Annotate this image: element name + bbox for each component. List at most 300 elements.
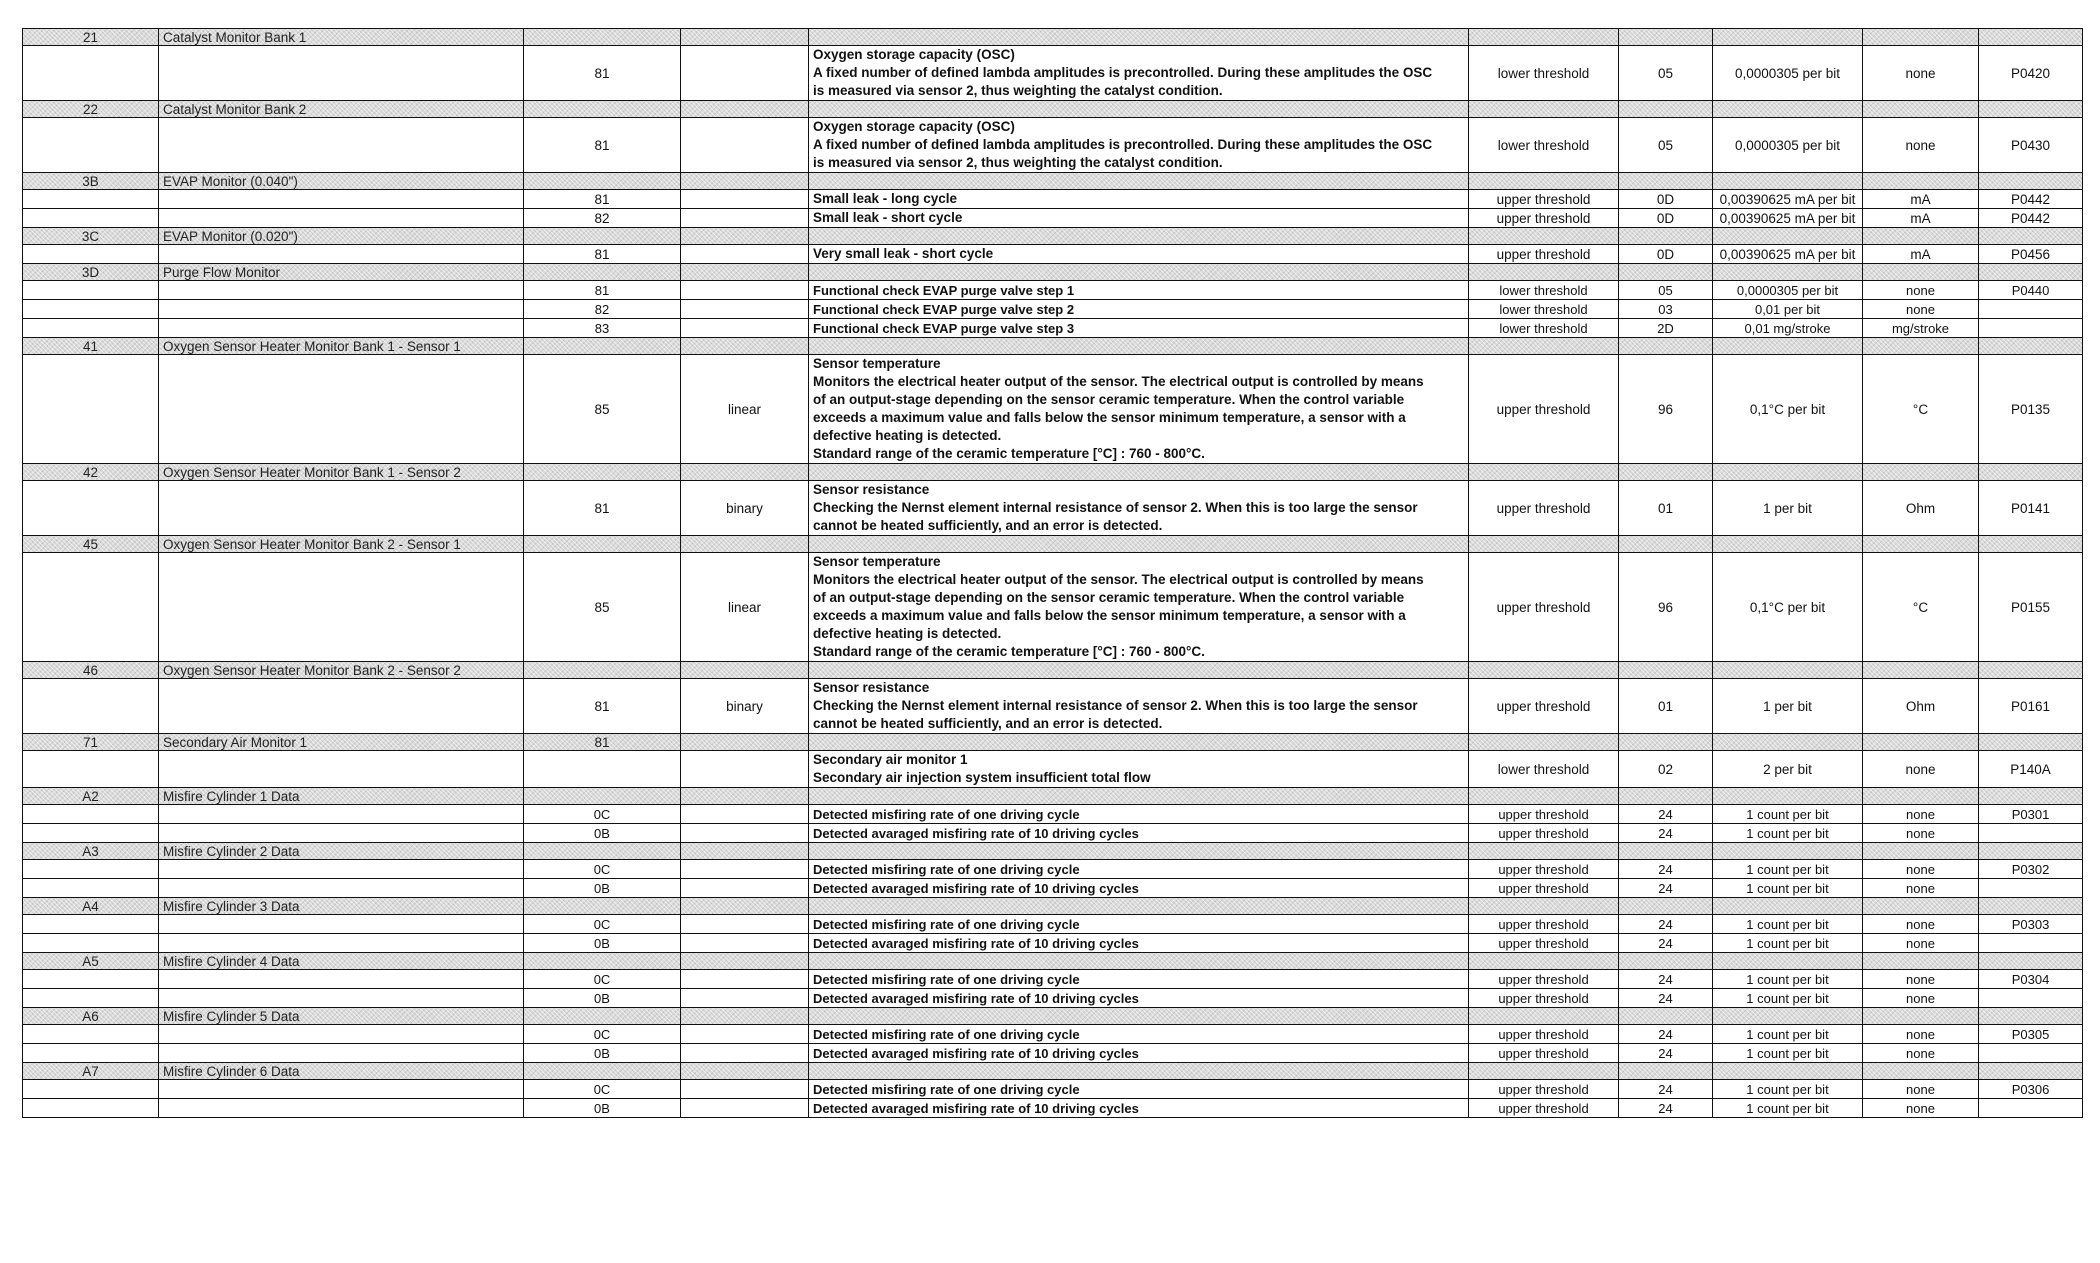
unit-conversion-cell <box>681 915 809 934</box>
mid-cell: 0C <box>524 860 681 879</box>
uasid-cell: 01 <box>1619 481 1713 536</box>
uasid-cell: 03 <box>1619 300 1713 319</box>
scaling-cell: 1 per bit <box>1713 679 1863 734</box>
table-row <box>23 281 2083 300</box>
description-cell <box>809 300 1469 319</box>
empty-cell <box>681 228 809 245</box>
scaling-cell: 0,1°C per bit <box>1713 553 1863 662</box>
empty-cell <box>23 553 159 662</box>
table-row <box>23 300 2083 319</box>
empty-cell <box>809 734 1469 751</box>
empty-cell <box>159 879 524 898</box>
empty-cell <box>809 338 1469 355</box>
empty-cell <box>159 190 524 209</box>
unit-cell: none <box>1863 1080 1979 1099</box>
empty-cell <box>1619 536 1713 553</box>
description-title: Detected misfiring rate of one driving cycle <box>813 916 1080 932</box>
empty-cell <box>1863 228 1979 245</box>
scaling-cell: 0,01 mg/stroke <box>1713 319 1863 338</box>
unit-cell: none <box>1863 805 1979 824</box>
unit-conversion-cell: binary <box>681 679 809 734</box>
empty-cell <box>681 662 809 679</box>
dtc-cell: P0301 <box>1979 805 2083 824</box>
empty-cell <box>159 281 524 300</box>
empty-cell <box>23 209 159 228</box>
empty-cell <box>23 319 159 338</box>
empty-cell <box>1619 843 1713 860</box>
empty-cell <box>159 915 524 934</box>
description-line: Standard range of the ceramic temperature [°C] : 760 - 800°C. <box>813 446 1205 461</box>
limit-type-cell: upper threshold <box>1469 355 1619 464</box>
limit-type-cell: lower threshold <box>1469 300 1619 319</box>
empty-cell <box>809 464 1469 481</box>
dtc-cell <box>1979 824 2083 843</box>
section-id: A7 <box>23 1063 159 1080</box>
limit-type-cell: upper threshold <box>1469 934 1619 953</box>
description-cell <box>809 934 1469 953</box>
scaling-cell: 1 per bit <box>1713 481 1863 536</box>
uasid-cell: 24 <box>1619 879 1713 898</box>
empty-cell <box>1469 464 1619 481</box>
table-row <box>23 190 2083 209</box>
section-header-row <box>23 898 2083 915</box>
scaling-cell: 0,0000305 per bit <box>1713 118 1863 173</box>
table-row <box>23 481 2083 536</box>
section-header-row <box>23 536 2083 553</box>
table-row <box>23 751 2083 788</box>
scaling-cell: 0,01 per bit <box>1713 300 1863 319</box>
dtc-cell <box>1979 879 2083 898</box>
limit-type-cell: upper threshold <box>1469 1099 1619 1118</box>
uasid-cell: 24 <box>1619 860 1713 879</box>
mid-cell: 0B <box>524 879 681 898</box>
unit-conversion-cell: linear <box>681 553 809 662</box>
empty-cell <box>681 101 809 118</box>
table-row <box>23 970 2083 989</box>
description-cell <box>809 879 1469 898</box>
empty-cell <box>159 1044 524 1063</box>
dtc-cell: P0155 <box>1979 553 2083 662</box>
limit-type-cell: lower threshold <box>1469 46 1619 101</box>
description-line: defective heating is detected. <box>813 626 1002 641</box>
table-row <box>23 1025 2083 1044</box>
empty-cell <box>1469 101 1619 118</box>
description-title: Detected misfiring rate of one driving cycle <box>813 806 1080 822</box>
empty-cell <box>1619 101 1713 118</box>
empty-cell <box>809 788 1469 805</box>
section-name: Misfire Cylinder 6 Data <box>159 1063 524 1080</box>
unit-cell: none <box>1863 1025 1979 1044</box>
section-name: Catalyst Monitor Bank 1 <box>159 29 524 46</box>
section-header-mid: 81 <box>524 734 681 751</box>
empty-cell <box>524 1063 681 1080</box>
uasid-cell: 24 <box>1619 1099 1713 1118</box>
section-id: 71 <box>23 734 159 751</box>
empty-cell <box>524 536 681 553</box>
description-line: Secondary air injection system insufficient total flow <box>813 770 1151 785</box>
table-row <box>23 1080 2083 1099</box>
limit-type-cell: upper threshold <box>1469 824 1619 843</box>
empty-cell <box>681 843 809 860</box>
scaling-cell: 1 count per bit <box>1713 824 1863 843</box>
dtc-cell: P0306 <box>1979 1080 2083 1099</box>
section-name: Misfire Cylinder 1 Data <box>159 788 524 805</box>
empty-cell <box>1979 29 2083 46</box>
empty-cell <box>1469 29 1619 46</box>
section-id: 41 <box>23 338 159 355</box>
mid-cell: 81 <box>524 679 681 734</box>
description-line: A fixed number of defined lambda amplitudes is precontrolled. During these amplitudes the OSC <box>813 137 1433 152</box>
unit-cell: Ohm <box>1863 481 1979 536</box>
description-title: Detected avaraged misfiring rate of 10 driving cycles <box>813 990 1139 1006</box>
mid-cell: 0B <box>524 1044 681 1063</box>
empty-cell <box>681 1008 809 1025</box>
empty-cell <box>1979 1008 2083 1025</box>
description-title: Small leak - long cycle <box>813 191 958 206</box>
monitor-data-table <box>22 28 2083 1118</box>
empty-cell <box>23 805 159 824</box>
empty-cell <box>1979 734 2083 751</box>
scaling-cell: 0,00390625 mA per bit <box>1713 209 1863 228</box>
description-title: Detected misfiring rate of one driving cycle <box>813 861 1080 877</box>
unit-conversion-cell <box>681 824 809 843</box>
empty-cell <box>23 879 159 898</box>
description-line: of an output-stage depending on the sensor ceramic temperature. When the control variable <box>813 590 1405 605</box>
limit-type-cell: lower threshold <box>1469 118 1619 173</box>
mid-cell: 0B <box>524 824 681 843</box>
empty-cell <box>159 300 524 319</box>
empty-cell <box>681 953 809 970</box>
empty-cell <box>1619 338 1713 355</box>
description-cell <box>809 751 1469 788</box>
section-header-row <box>23 1008 2083 1025</box>
table-row <box>23 1099 2083 1118</box>
description-title: Functional check EVAP purge valve step 2 <box>813 301 1075 317</box>
section-name: Oxygen Sensor Heater Monitor Bank 2 - Sensor 2 <box>159 662 524 679</box>
uasid-cell: 05 <box>1619 46 1713 101</box>
empty-cell <box>1979 662 2083 679</box>
dtc-cell: P0135 <box>1979 355 2083 464</box>
limit-type-cell: lower threshold <box>1469 281 1619 300</box>
mid-cell: 81 <box>524 245 681 264</box>
scaling-cell: 2 per bit <box>1713 751 1863 788</box>
mid-cell: 81 <box>524 46 681 101</box>
empty-cell <box>809 536 1469 553</box>
table-row <box>23 553 2083 662</box>
empty-cell <box>23 989 159 1008</box>
scaling-cell: 1 count per bit <box>1713 989 1863 1008</box>
uasid-cell: 0D <box>1619 245 1713 264</box>
empty-cell <box>1469 173 1619 190</box>
empty-cell <box>1619 734 1713 751</box>
empty-cell <box>159 1080 524 1099</box>
empty-cell <box>1619 1063 1713 1080</box>
description-cell <box>809 1025 1469 1044</box>
empty-cell <box>681 734 809 751</box>
description-cell <box>809 805 1469 824</box>
table-row <box>23 245 2083 264</box>
description-line: exceeds a maximum value and falls below the sensor minimum temperature, a sensor with a <box>813 410 1406 425</box>
empty-cell <box>1863 464 1979 481</box>
section-id: 42 <box>23 464 159 481</box>
scaling-cell: 1 count per bit <box>1713 915 1863 934</box>
empty-cell <box>524 338 681 355</box>
unit-cell: mA <box>1863 245 1979 264</box>
unit-conversion-cell <box>681 46 809 101</box>
empty-cell <box>23 1099 159 1118</box>
empty-cell <box>524 173 681 190</box>
empty-cell <box>1713 788 1863 805</box>
uasid-cell: 24 <box>1619 989 1713 1008</box>
uasid-cell: 02 <box>1619 751 1713 788</box>
description-cell <box>809 355 1469 464</box>
empty-cell <box>1469 536 1619 553</box>
uasid-cell: 24 <box>1619 934 1713 953</box>
empty-cell <box>159 209 524 228</box>
empty-cell <box>23 824 159 843</box>
empty-cell <box>1619 662 1713 679</box>
dtc-cell: P0305 <box>1979 1025 2083 1044</box>
empty-cell <box>1619 173 1713 190</box>
section-id: 3B <box>23 173 159 190</box>
dtc-cell: P0161 <box>1979 679 2083 734</box>
section-name: Secondary Air Monitor 1 <box>159 734 524 751</box>
empty-cell <box>809 1008 1469 1025</box>
limit-type-cell: upper threshold <box>1469 915 1619 934</box>
empty-cell <box>1469 953 1619 970</box>
unit-cell: none <box>1863 915 1979 934</box>
uasid-cell: 24 <box>1619 1044 1713 1063</box>
description-cell <box>809 915 1469 934</box>
empty-cell <box>1863 264 1979 281</box>
empty-cell <box>1713 101 1863 118</box>
limit-type-cell: upper threshold <box>1469 553 1619 662</box>
section-id: A6 <box>23 1008 159 1025</box>
empty-cell <box>1469 843 1619 860</box>
unit-cell: none <box>1863 46 1979 101</box>
mid-cell: 81 <box>524 481 681 536</box>
empty-cell <box>1979 101 2083 118</box>
description-line: Checking the Nernst element internal resistance of sensor 2. When this is too large the sensor <box>813 500 1418 515</box>
empty-cell <box>1619 898 1713 915</box>
unit-cell: none <box>1863 824 1979 843</box>
empty-cell <box>1469 264 1619 281</box>
empty-cell <box>23 355 159 464</box>
empty-cell <box>1863 788 1979 805</box>
description-line: Monitors the electrical heater output of the sensor. The electrical output is controlled by means <box>813 374 1424 389</box>
unit-cell: mg/stroke <box>1863 319 1979 338</box>
description-line: Monitors the electrical heater output of the sensor. The electrical output is controlled by means <box>813 572 1424 587</box>
description-title: Functional check EVAP purge valve step 1 <box>813 282 1075 298</box>
empty-cell <box>1469 788 1619 805</box>
empty-cell <box>1619 464 1713 481</box>
description-cell <box>809 190 1469 209</box>
empty-cell <box>159 355 524 464</box>
empty-cell <box>23 679 159 734</box>
dtc-cell: P0303 <box>1979 915 2083 934</box>
empty-cell <box>1469 228 1619 245</box>
empty-cell <box>23 970 159 989</box>
unit-conversion-cell <box>681 190 809 209</box>
mid-cell: 0C <box>524 970 681 989</box>
description-cell <box>809 481 1469 536</box>
description-line: Checking the Nernst element internal resistance of sensor 2. When this is too large the sensor <box>813 698 1418 713</box>
dtc-cell <box>1979 300 2083 319</box>
empty-cell <box>159 751 524 788</box>
limit-type-cell: upper threshold <box>1469 860 1619 879</box>
empty-cell <box>1619 788 1713 805</box>
table-row <box>23 915 2083 934</box>
unit-conversion-cell <box>681 1044 809 1063</box>
unit-cell: mA <box>1863 190 1979 209</box>
empty-cell <box>809 101 1469 118</box>
description-title: Detected avaraged misfiring rate of 10 driving cycles <box>813 825 1139 841</box>
description-line: is measured via sensor 2, thus weighting the catalyst condition. <box>813 83 1223 98</box>
mid-cell: 0B <box>524 1099 681 1118</box>
description-cell <box>809 245 1469 264</box>
empty-cell <box>809 228 1469 245</box>
empty-cell <box>23 1080 159 1099</box>
section-name: Misfire Cylinder 4 Data <box>159 953 524 970</box>
section-header-row <box>23 662 2083 679</box>
section-name: EVAP Monitor (0.040") <box>159 173 524 190</box>
empty-cell <box>23 46 159 101</box>
uasid-cell: 24 <box>1619 805 1713 824</box>
empty-cell <box>23 118 159 173</box>
empty-cell <box>681 536 809 553</box>
section-name: Oxygen Sensor Heater Monitor Bank 2 - Sensor 1 <box>159 536 524 553</box>
description-title: Detected avaraged misfiring rate of 10 driving cycles <box>813 880 1139 896</box>
empty-cell <box>681 338 809 355</box>
section-id: 46 <box>23 662 159 679</box>
section-id: 3C <box>23 228 159 245</box>
limit-type-cell: upper threshold <box>1469 245 1619 264</box>
empty-cell <box>1619 1008 1713 1025</box>
description-title: Detected misfiring rate of one driving cycle <box>813 971 1080 987</box>
section-header-row <box>23 734 2083 751</box>
unit-conversion-cell <box>681 209 809 228</box>
description-title: Very small leak - short cycle <box>813 246 994 261</box>
section-header-row <box>23 788 2083 805</box>
limit-type-cell: upper threshold <box>1469 1025 1619 1044</box>
empty-cell <box>524 101 681 118</box>
empty-cell <box>159 553 524 662</box>
mid-cell: 81 <box>524 190 681 209</box>
empty-cell <box>1863 173 1979 190</box>
dtc-cell: P0302 <box>1979 860 2083 879</box>
uasid-cell: 24 <box>1619 915 1713 934</box>
scaling-cell: 1 count per bit <box>1713 1025 1863 1044</box>
empty-cell <box>159 1099 524 1118</box>
empty-cell <box>1713 173 1863 190</box>
dtc-cell: P140A <box>1979 751 2083 788</box>
empty-cell <box>1713 953 1863 970</box>
empty-cell <box>159 970 524 989</box>
section-header-row <box>23 228 2083 245</box>
empty-cell <box>1713 536 1863 553</box>
empty-cell <box>681 1063 809 1080</box>
limit-type-cell: upper threshold <box>1469 1080 1619 1099</box>
dtc-cell <box>1979 1099 2083 1118</box>
unit-conversion-cell <box>681 118 809 173</box>
unit-cell: none <box>1863 1099 1979 1118</box>
mid-cell: 83 <box>524 319 681 338</box>
description-cell <box>809 989 1469 1008</box>
empty-cell <box>159 679 524 734</box>
empty-cell <box>23 915 159 934</box>
uasid-cell: 96 <box>1619 355 1713 464</box>
empty-cell <box>524 953 681 970</box>
section-header-row <box>23 264 2083 281</box>
unit-cell: none <box>1863 1044 1979 1063</box>
unit-cell: none <box>1863 879 1979 898</box>
empty-cell <box>1713 228 1863 245</box>
empty-cell <box>524 843 681 860</box>
uasid-cell: 24 <box>1619 824 1713 843</box>
empty-cell <box>23 190 159 209</box>
unit-conversion-cell <box>681 879 809 898</box>
empty-cell <box>23 481 159 536</box>
empty-cell <box>1619 228 1713 245</box>
description-title: Detected avaraged misfiring rate of 10 driving cycles <box>813 1100 1139 1116</box>
empty-cell <box>809 953 1469 970</box>
section-header-row <box>23 953 2083 970</box>
description-title: Sensor temperature <box>813 356 941 371</box>
unit-cell: none <box>1863 989 1979 1008</box>
empty-cell <box>809 898 1469 915</box>
scaling-cell: 0,00390625 mA per bit <box>1713 190 1863 209</box>
section-header-row <box>23 101 2083 118</box>
mid-cell: 85 <box>524 355 681 464</box>
table-row <box>23 934 2083 953</box>
description-line: Standard range of the ceramic temperature [°C] : 760 - 800°C. <box>813 644 1205 659</box>
table-row <box>23 679 2083 734</box>
section-name: Misfire Cylinder 3 Data <box>159 898 524 915</box>
unit-conversion-cell <box>681 245 809 264</box>
limit-type-cell: upper threshold <box>1469 989 1619 1008</box>
description-line: cannot be heated sufficiently, and an error is detected. <box>813 716 1163 731</box>
limit-type-cell: upper threshold <box>1469 879 1619 898</box>
empty-cell <box>809 662 1469 679</box>
scaling-cell: 1 count per bit <box>1713 860 1863 879</box>
unit-conversion-cell <box>681 989 809 1008</box>
limit-type-cell: upper threshold <box>1469 1044 1619 1063</box>
empty-cell <box>159 46 524 101</box>
empty-cell <box>23 860 159 879</box>
empty-cell <box>159 805 524 824</box>
empty-cell <box>1979 228 2083 245</box>
scaling-cell: 0,0000305 per bit <box>1713 281 1863 300</box>
description-title: Sensor resistance <box>813 680 930 695</box>
empty-cell <box>159 860 524 879</box>
empty-cell <box>524 788 681 805</box>
empty-cell <box>1863 29 1979 46</box>
empty-cell <box>1979 898 2083 915</box>
limit-type-cell: upper threshold <box>1469 481 1619 536</box>
description-cell <box>809 1080 1469 1099</box>
empty-cell <box>1713 338 1863 355</box>
empty-cell <box>809 264 1469 281</box>
description-cell <box>809 970 1469 989</box>
empty-cell <box>1713 1063 1863 1080</box>
section-id: 3D <box>23 264 159 281</box>
description-cell <box>809 553 1469 662</box>
description-cell <box>809 209 1469 228</box>
empty-cell <box>681 29 809 46</box>
dtc-cell: P0304 <box>1979 970 2083 989</box>
unit-conversion-cell: linear <box>681 355 809 464</box>
empty-cell <box>681 898 809 915</box>
